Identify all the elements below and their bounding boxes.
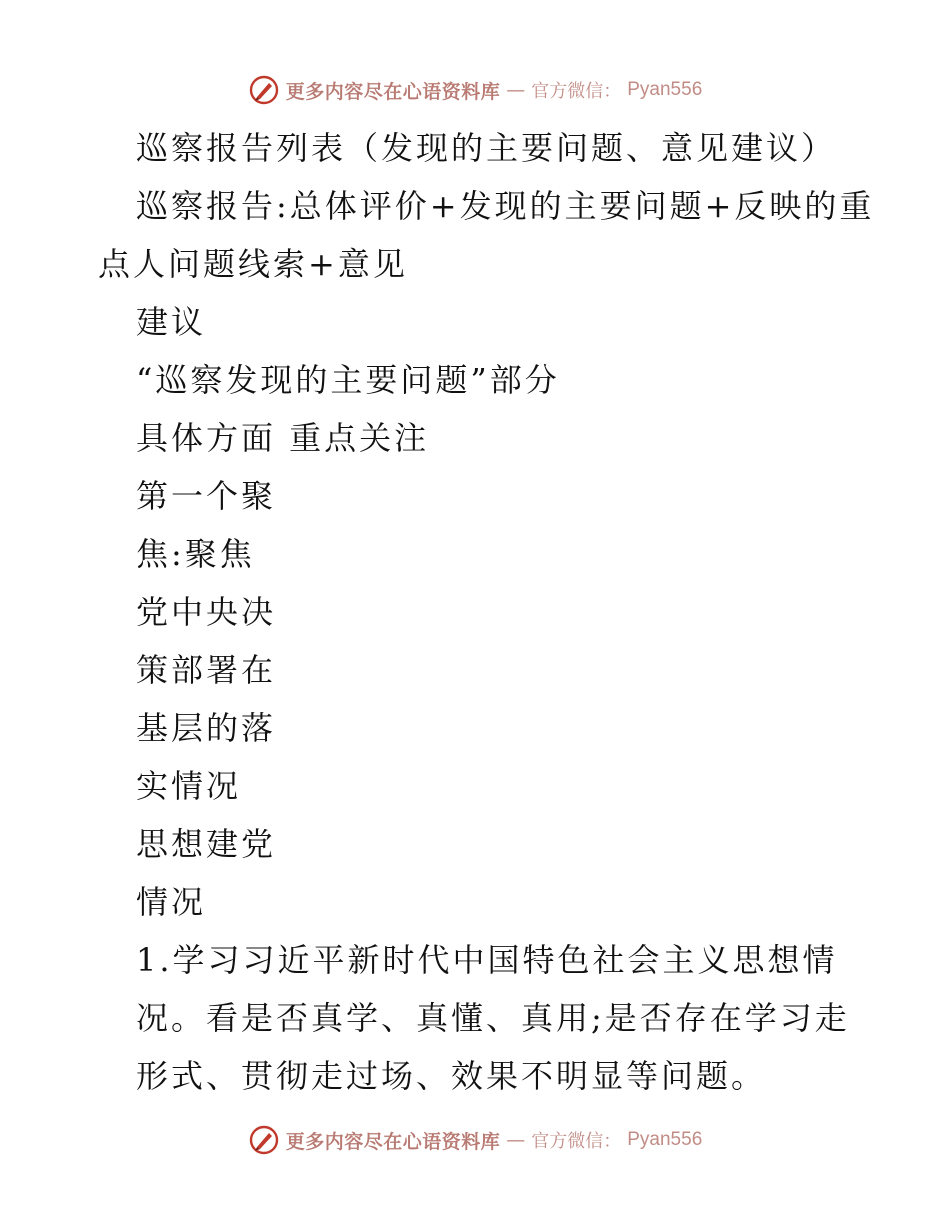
text-line: 实情况	[136, 767, 242, 805]
watermark-wechat-id: Pyan556	[627, 1129, 703, 1150]
watermark-label: 官方微信：	[531, 81, 622, 102]
text-line: 情况	[136, 883, 207, 921]
text-line: 党中央决	[136, 593, 277, 631]
text-line: 基层的落	[136, 709, 277, 747]
pen-logo-icon	[248, 1124, 280, 1156]
watermark-dash: —	[506, 79, 526, 101]
watermark-brand: 更多内容尽在心语资料库	[285, 1130, 501, 1153]
text-line: 策部署在	[136, 651, 277, 689]
watermark-dash: —	[506, 1129, 526, 1151]
text-line: 巡察报告:总体评价+发现的主要问题+反映的重	[136, 187, 875, 225]
watermark-label: 官方微信：	[531, 1131, 622, 1152]
text-line: 1.学习习近平新时代中国特色社会主义思想情	[136, 941, 838, 979]
text-line: 形式、贯彻走过场、效果不明显等问题。	[136, 1057, 767, 1095]
text-line: 焦:聚焦	[136, 535, 255, 573]
header-watermark	[0, 72, 950, 108]
pen-logo-icon	[248, 74, 280, 106]
text-line: 具体方面 重点关注	[136, 419, 430, 457]
text-line: “巡察发现的主要问题”部分	[136, 361, 560, 399]
text-line: 第一个聚	[136, 477, 277, 515]
text-line: 建议	[136, 303, 207, 341]
text-line: 思想建党	[136, 825, 277, 863]
footer-watermark	[0, 1122, 950, 1158]
watermark-wechat-id: Pyan556	[627, 79, 703, 100]
watermark-brand: 更多内容尽在心语资料库	[285, 80, 501, 103]
text-line: 况。看是否真学、真懂、真用;是否存在学习走	[136, 999, 850, 1037]
text-line: 巡察报告列表（发现的主要问题、意见建议）	[136, 129, 837, 167]
text-line: 点人问题线索+意见	[98, 245, 408, 283]
